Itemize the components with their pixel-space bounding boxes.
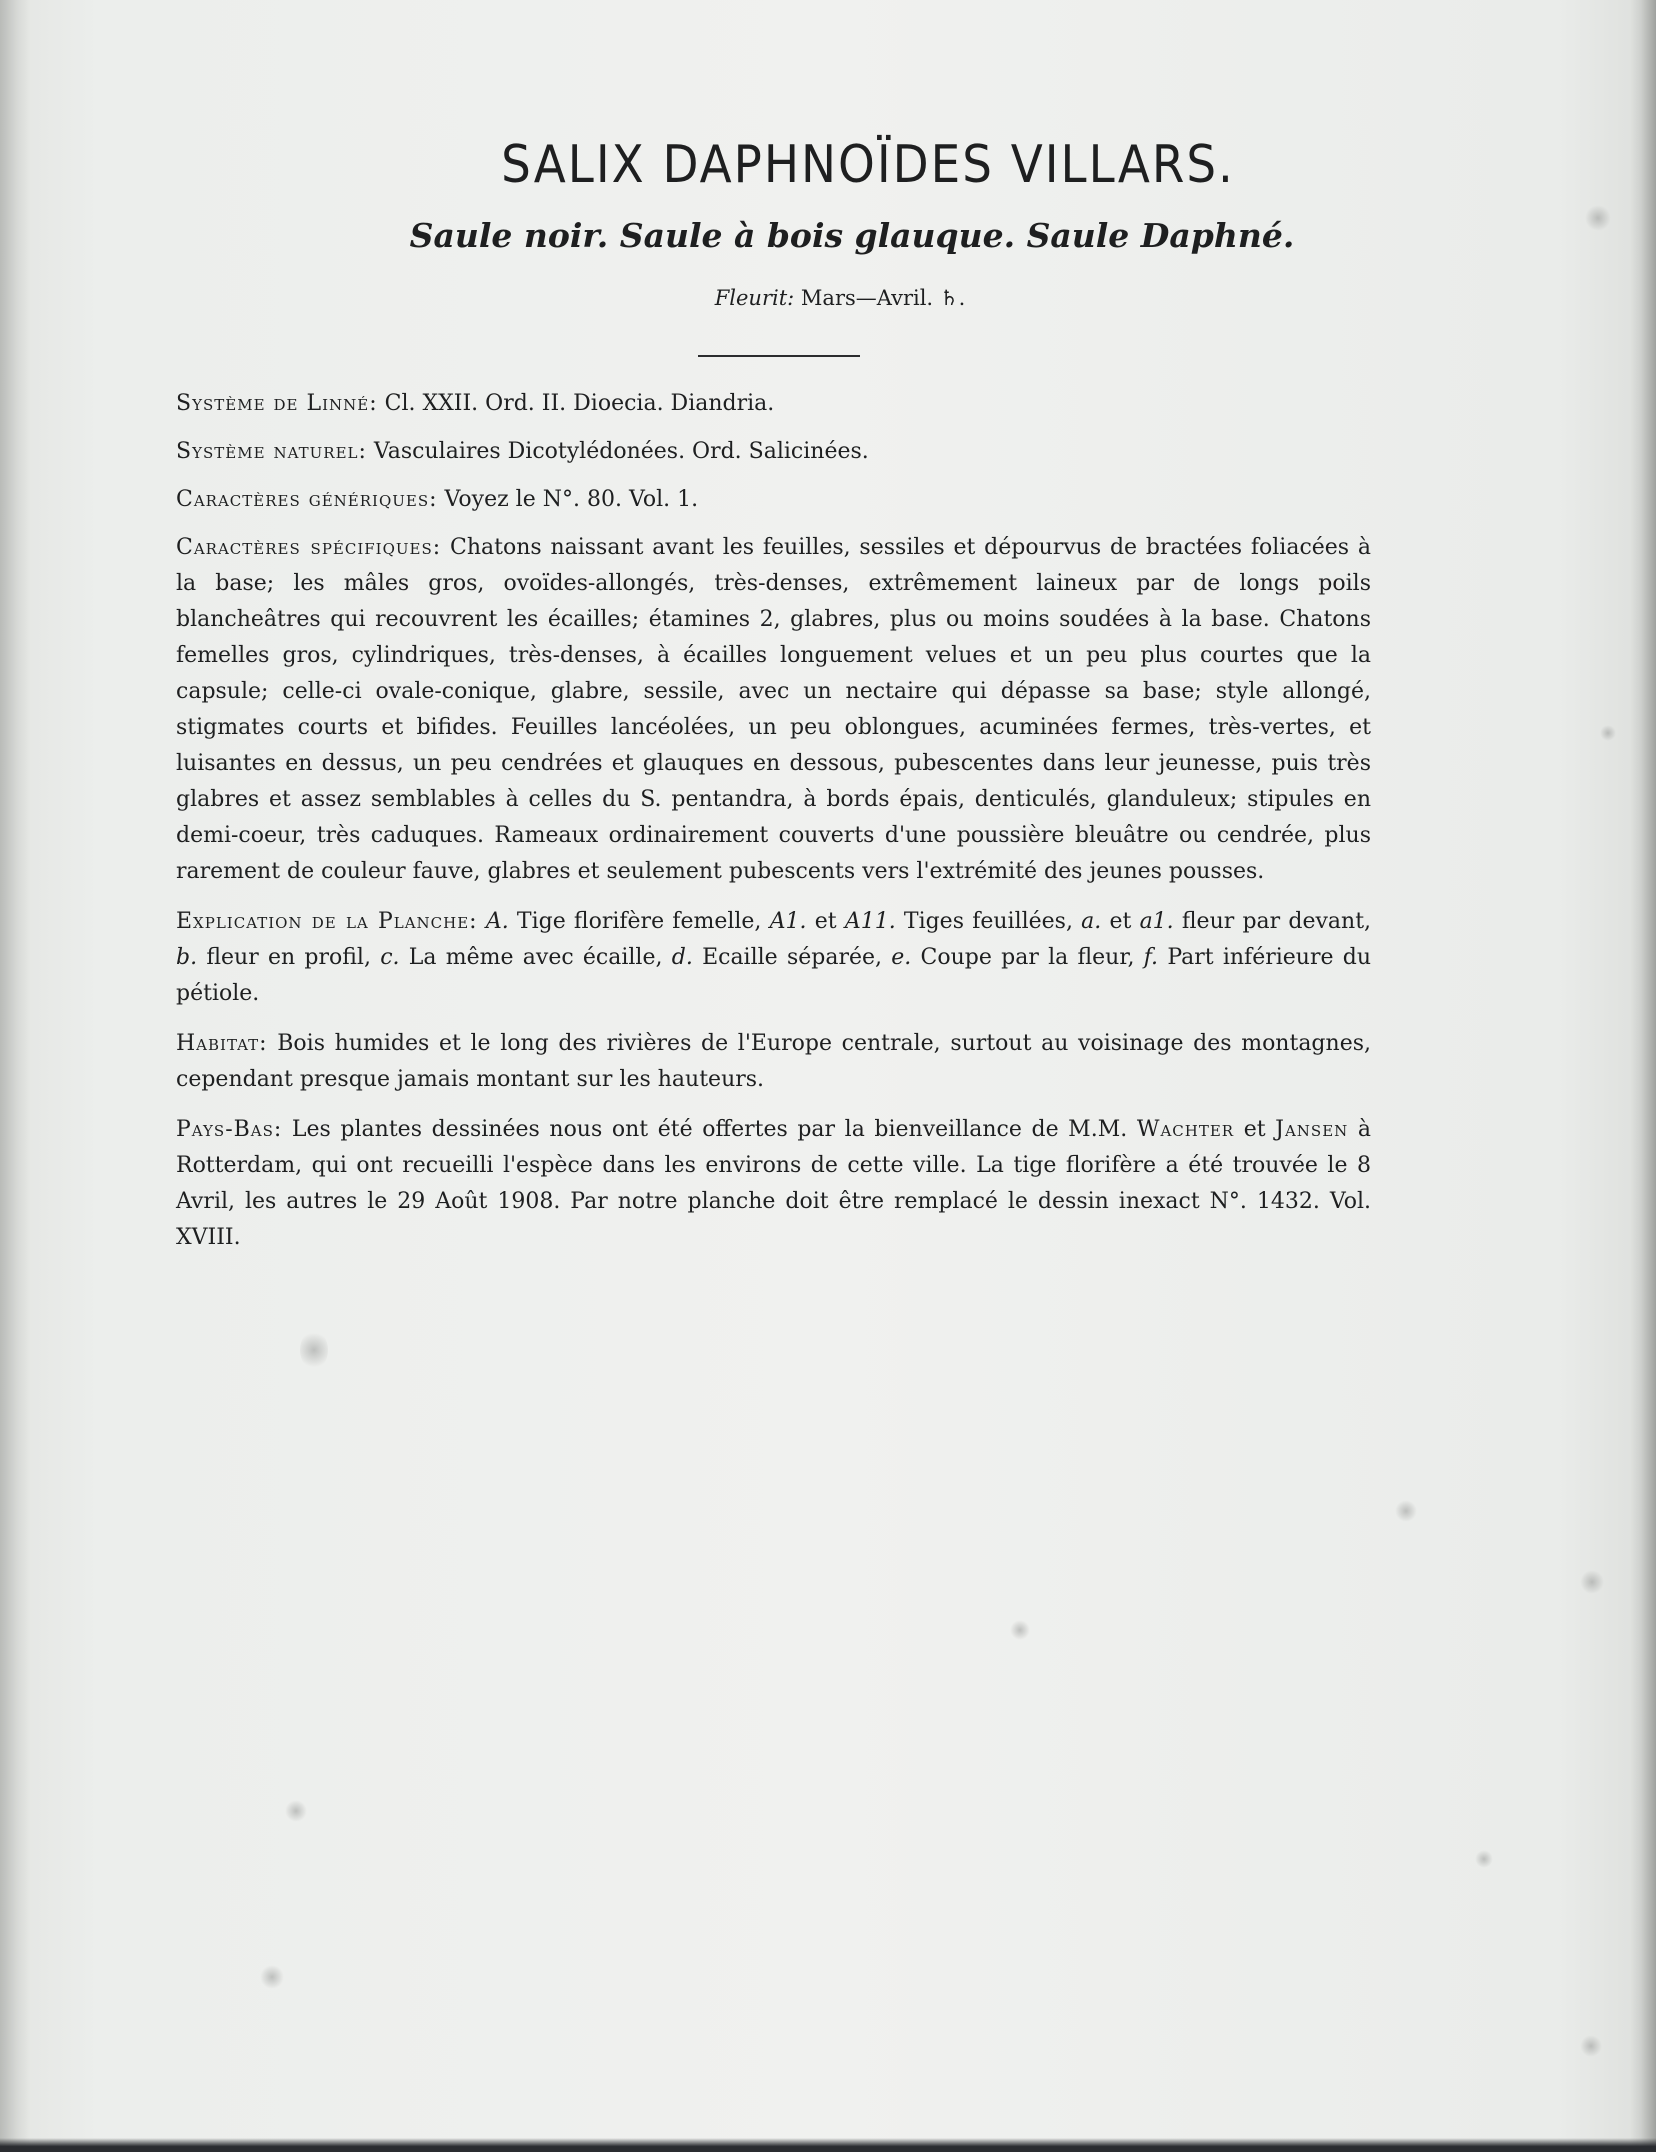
explication-text-3: Tiges feuillées,	[895, 909, 1082, 934]
paper-speck	[260, 1965, 284, 1989]
explication-text-4: et	[1101, 909, 1140, 934]
naturel-paragraph	[176, 434, 1371, 470]
paysbas-label: Pays-Bas:	[176, 1117, 283, 1142]
page-bottom-edge	[0, 2138, 1656, 2152]
flowering-value: Mars—Avril. ♄.	[800, 286, 966, 310]
figure-ref-e: e.	[891, 945, 912, 970]
figure-ref-b: b.	[176, 945, 198, 970]
page-right-edge-shadow	[1630, 0, 1656, 2152]
explication-text-8: Ecaille séparée,	[692, 945, 892, 970]
explication-text-10: Part inférieure du pétiole.	[176, 945, 1371, 1006]
paper-speck	[1580, 2035, 1602, 2057]
explication-paragraph	[176, 904, 1371, 1012]
paper-speck	[1010, 1620, 1030, 1640]
explication-text-2: et	[806, 909, 845, 934]
linne-label: Système de Linné:	[176, 391, 378, 416]
paysbas-text-1: Les plantes dessinées nous ont été offertes par la bienveillance de M.M.	[282, 1117, 1137, 1142]
explication-text-9: Coupe par la fleur,	[911, 945, 1144, 970]
figure-ref-a: A.	[485, 909, 509, 934]
paysbas-paragraph	[176, 1112, 1371, 1256]
paper-speck	[1475, 1850, 1493, 1868]
explication-text-1: Tige florifère femelle,	[508, 909, 770, 934]
paysbas-text-3: à Rotterdam, qui ont recueilli l'espèce dans les environs de cette ville. La tige florifère a été trouvée le 8 Avril, les autres le 29 Août 1908. Par notre planche doit être remplacé le dessin inexact N°. 1432. Vol. XVIII.	[176, 1117, 1372, 1250]
explication-text-6: fleur en profil,	[197, 945, 381, 970]
specifiques-paragraph	[176, 530, 1371, 890]
paper-speck	[1580, 1570, 1604, 1594]
linne-paragraph	[176, 386, 1371, 422]
figure-ref-a11: A11.	[844, 909, 896, 934]
generiques-label: Caractères génériques:	[176, 487, 438, 512]
description-body	[176, 386, 1371, 1270]
collector-name-jansen: Jansen	[1275, 1117, 1349, 1142]
paper-speck	[300, 1330, 328, 1370]
paper-speck	[1600, 725, 1616, 741]
habitat-paragraph	[176, 1026, 1371, 1098]
figure-ref-f: f.	[1143, 945, 1159, 970]
figure-ref-small-a: a.	[1081, 909, 1102, 934]
naturel-label: Système naturel:	[176, 439, 367, 464]
generiques-text: Voyez le N°. 80. Vol. 1.	[437, 487, 699, 512]
figure-ref-d: d.	[671, 945, 693, 970]
explication-text-5: fleur par devant,	[1173, 909, 1372, 934]
paysbas-text-2: et	[1234, 1117, 1276, 1142]
figure-ref-small-a1: a1.	[1139, 909, 1174, 934]
habitat-label: Habitat:	[176, 1031, 268, 1056]
flowering-line	[12, 286, 1656, 310]
figure-ref-c: c.	[380, 945, 400, 970]
paper-speck	[1395, 1500, 1417, 1522]
flowering-label: Fleurit:	[714, 286, 795, 310]
specifiques-label: Caractères spécifiques:	[176, 535, 442, 560]
linne-text: Cl. XXII. Ord. II. Dioecia. Diandria.	[377, 391, 775, 416]
explication-label: Explication de la Planche:	[176, 909, 478, 934]
common-names-subtitle: Saule noir. Saule à bois glauque. Saule Daphné.	[409, 216, 1295, 255]
title-divider	[698, 355, 860, 357]
collector-name-wachter: Wachter	[1136, 1117, 1235, 1142]
habitat-text: Bois humides et le long des rivières de l'Europe centrale, surtout au voisinage des montagnes, cependant presque jamais montant sur les hauteurs.	[176, 1031, 1371, 1092]
page-title: SALIX DAPHNOÏDES VILLARS.	[501, 135, 1235, 195]
generiques-paragraph	[176, 482, 1371, 518]
specifiques-text: Chatons naissant avant les feuilles, sessiles et dépourvus de bractées foliacées à la base; les mâles gros, ovoïdes-allongés, très-denses, extrêmement laineux par de longs poils blancheâtres qui recouvrent les écailles; étamines 2, glabres, plus ou moins soudées à la base. Chatons femelles gros, cylindriques, très-denses, à écailles longuement velues et un peu plus courtes que la capsule; celle-ci ovale-conique, glabre, sessile, avec un nectaire qui dépasse sa base; style allongé, stigmates courts et bifides. Feuilles lancéolées, un peu oblongues, acuminées fermes, très-vertes, et luisantes en dessus, un peu cendrées et glauques en dessous, pubescentes dans leur jeunesse, puis très glabres et assez semblables à celles du S. pentandra, à bords épais, denticulés, glanduleux; stipules en demi-coeur, très caduques. Rameaux ordinairement couverts d'une poussière bleuâtre ou cendrée, plus rarement de couleur fauve, glabres et seulement pubescents vers l'extrémité des jeunes pousses.	[176, 535, 1372, 884]
naturel-text: Vasculaires Dicotylédonées. Ord. Salicinées.	[366, 439, 869, 464]
page-left-edge-shadow	[0, 0, 30, 2152]
figure-ref-a1: A1.	[769, 909, 807, 934]
explication-text-7: La même avec écaille,	[399, 945, 672, 970]
paper-speck	[285, 1800, 307, 1822]
